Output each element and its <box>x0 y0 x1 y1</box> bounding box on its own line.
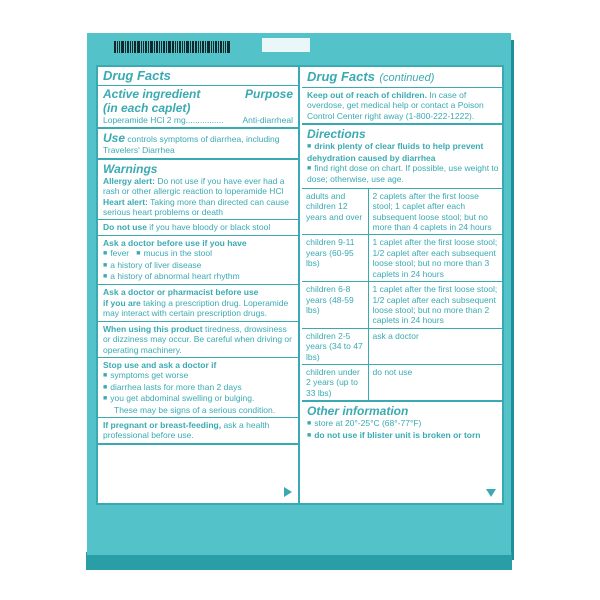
when-using-block: When using this product tiredness, drowsiness or dizziness may occur. Be careful when driving or operating machinery. <box>98 322 298 358</box>
barcode-bar <box>218 41 219 53</box>
dose-age: children 9-11 years (60-95 lbs) <box>302 235 368 282</box>
barcode-bar <box>154 41 155 53</box>
ask-pharmacist-block: Ask a doctor or pharmacist before use if you are taking a prescription drug. Loperamide may interact with certain prescription drugs. <box>98 285 298 321</box>
continue-down-arrow-icon <box>486 489 496 497</box>
barcode-bar <box>130 41 131 53</box>
warnings-section <box>98 160 298 445</box>
dose-age: children 2-5 years (34 to 47 lbs) <box>302 328 368 364</box>
list-item: ■ drink plenty of clear fluids to help prevent dehydration caused by diarrhea <box>307 141 499 163</box>
barcode-bar <box>145 41 147 53</box>
list-item: ■ you get abdominal swelling or bulging. <box>103 393 293 404</box>
ask-doctor-heading: Ask a doctor before use if you have <box>103 237 247 248</box>
barcode-bar <box>141 41 142 53</box>
box-tab <box>262 38 310 52</box>
barcode-bar <box>125 41 126 53</box>
dose-instruction: 2 caplets after the first loose stool; 1 caplet after each subsequent loose stool; but no more than 4 caplets in 24 hours <box>368 188 504 235</box>
barcode-bar <box>213 41 214 53</box>
list-item: ■ symptoms get worse <box>103 370 293 381</box>
list-item: ■ mucus in the stool <box>136 248 212 258</box>
barcode-bar <box>137 41 140 53</box>
barcode-bar <box>156 41 158 53</box>
drug-facts-panel <box>96 65 504 505</box>
directions-section <box>302 125 504 402</box>
ingredient-purpose: Anti-diarrheal <box>242 115 293 125</box>
barcode-bar <box>202 41 204 53</box>
barcode-bar <box>220 41 222 53</box>
barcode-bar <box>127 41 129 53</box>
barcode-bar <box>192 41 194 53</box>
left-column <box>98 67 300 503</box>
ask-pharmacist-heading: Ask a doctor or pharmacist before use <box>103 287 259 298</box>
barcode-bar <box>190 41 191 53</box>
barcode-bar <box>211 41 212 53</box>
heart-alert: Heart alert: Taking more than directed can cause serious heart problems or death <box>103 196 290 218</box>
ingredient-row <box>103 115 293 125</box>
barcode-bar <box>195 41 197 53</box>
list-item: ■ a history of liver disease <box>103 260 293 271</box>
barcode-bar <box>150 41 153 53</box>
barcode-bar <box>121 41 124 53</box>
table-row <box>302 282 504 329</box>
barcode-bar <box>119 41 120 53</box>
directions-heading: Directions <box>307 127 366 142</box>
active-ingredient-section <box>98 67 298 129</box>
barcode-bar <box>161 41 162 53</box>
dose-instruction: ask a doctor <box>368 328 504 364</box>
purpose-heading: Purpose <box>244 87 293 101</box>
dose-instruction: do not use <box>368 364 504 400</box>
use-text: controls symptoms of diarrhea, including Travelers' Diarrhea <box>103 134 280 156</box>
barcode-bar <box>159 41 160 53</box>
barcode-bar <box>198 41 199 53</box>
dose-age: children 6-8 years (48-59 lbs) <box>302 282 368 329</box>
barcode-bar <box>168 41 171 53</box>
allergy-alert: Allergy alert: Do not use if you have ever had a rash or other allergic reaction to loperamide HCl <box>103 175 285 197</box>
list-item: ■ do not use if blister unit is broken or torn <box>307 430 499 441</box>
barcode-bar <box>207 41 210 53</box>
dose-instruction: 1 caplet after the first loose stool; 1/2 caplet after each subsequent loose stool; but no more than 2 caplets in 24 hours <box>368 282 504 329</box>
keep-out-of-reach: Keep out of reach of children. In case of overdose, get medical help or contact a Poison Control Center right away (1-800-222-1222). <box>307 90 484 121</box>
barcode-bar <box>184 41 185 53</box>
barcode-bar <box>163 41 165 53</box>
active-ingredient-heading: Active ingredient <box>103 87 201 101</box>
continued-title: Drug Facts <box>307 69 375 84</box>
ingredient-name: Loperamide HCl 2 mg <box>103 115 186 125</box>
barcode-bar <box>205 41 206 53</box>
stop-use-note: These may be signs of a serious condition. <box>114 404 276 415</box>
continue-arrow-icon <box>284 487 292 497</box>
other-information-section <box>302 402 504 443</box>
barcode-bar <box>186 41 189 53</box>
warnings-heading: Warnings <box>103 161 158 176</box>
use-heading: Use <box>103 131 126 146</box>
barcode-bar <box>215 41 217 53</box>
barcode-bar <box>177 41 178 53</box>
barcode-bar <box>132 41 133 53</box>
stop-use-block <box>98 358 298 418</box>
list-item: ■ diarrhea lasts for more than 2 days <box>103 382 293 393</box>
barcode-bar <box>227 41 230 53</box>
do-not-use: Do not use if you have bloody or black stool <box>98 220 298 235</box>
leader-dots: ................ <box>185 115 224 125</box>
right-column <box>302 67 504 503</box>
table-row <box>302 328 504 364</box>
barcode <box>114 41 262 53</box>
barcode-bar <box>200 41 201 53</box>
dose-instruction: 1 caplet after the first loose stool; 1/2 caplet after each subsequent loose stool; but no more than 3 caplets in 24 hours <box>368 235 504 282</box>
stop-use-heading: Stop use and ask a doctor if <box>103 359 217 370</box>
barcode-bar <box>179 41 181 53</box>
table-row <box>302 364 504 400</box>
barcode-bar <box>175 41 176 53</box>
barcode-bar <box>172 41 174 53</box>
drug-facts-title: Drug Facts <box>103 68 171 83</box>
list-item: ■ fever <box>103 248 129 258</box>
list-item: ■ a history of abnormal heart rhythm <box>103 271 293 282</box>
other-info-heading: Other information <box>307 404 409 419</box>
list-item: ■ store at 20°-25°C (68°-77°F) <box>307 418 499 429</box>
dose-age: children under 2 years (up to 33 lbs) <box>302 364 368 400</box>
ask-doctor-block <box>98 236 298 286</box>
continued-section <box>302 67 504 125</box>
each-caplet-note: (in each caplet) <box>103 101 191 115</box>
dosage-table <box>302 188 504 400</box>
barcode-bar <box>223 41 224 53</box>
dose-age: adults and children 12 years and over <box>302 188 368 235</box>
barcode-bar <box>134 41 136 53</box>
barcode-bar <box>148 41 149 53</box>
barcode-bar <box>182 41 183 53</box>
pregnancy-block: If pregnant or breast-feeding, ask a health professional before use. <box>103 419 270 441</box>
barcode-bar <box>143 41 144 53</box>
barcode-bar <box>114 41 116 53</box>
use-section <box>98 129 298 159</box>
table-row <box>302 188 504 235</box>
continued-suffix: (continued) <box>379 72 435 84</box>
table-row <box>302 235 504 282</box>
barcode-bar <box>117 41 118 53</box>
barcode-bar <box>225 41 226 53</box>
list-item: ■ find right dose on chart. If possible, use weight to dose; otherwise, use age. <box>307 163 499 185</box>
barcode-bar <box>166 41 167 53</box>
